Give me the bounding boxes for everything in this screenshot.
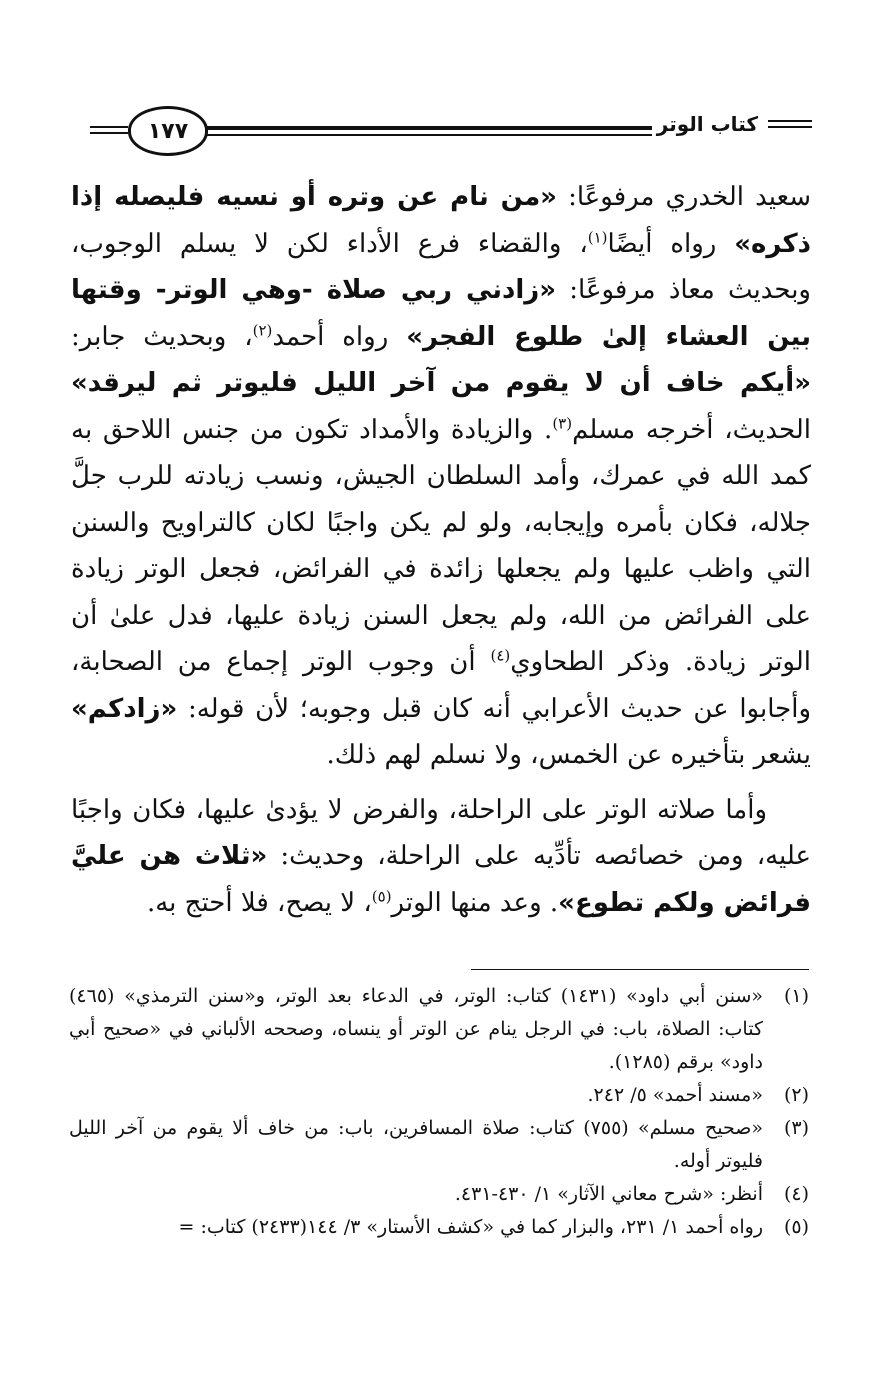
footnote-text: رواه أحمد ١/ ٢٣١، والبزار كما في «كشف الأستار» ٣/ ١٤٤(٢٤٣٣) كتاب: =: [178, 1216, 763, 1238]
text-run: . والزيادة والأمداد تكون من جنس اللاحق به كمد الله في عمرك، وأمد السلطان الجيش، ونسب زيادته للرب جلَّ جلاله، فكان بأمره وإيجابه، ولو لم يكن واجبًا لكان كالتراويح والسنن التي واظب عليها ولم يجعلها زائدة في الفرائض، فجعل الوتر زيادة على الفرائض من الله، ولم يجعل السنن زيادة عليها، فدل علىٰ أن الوتر زيادة. وذكر الطحاوي: [71, 414, 812, 677]
footnote-ref[interactable]: (٥): [371, 886, 392, 905]
footnote-text: «سنن أبي داود» (١٤٣١) كتاب: الوتر، في الدعاء بعد الوتر، و«سنن الترمذي» (٤٦٥) كتاب: الصلاة، باب: في الرجل ينام عن الوتر أو ينساه، وصححه الألباني في «صحيح أبي داود» برقم (١٢٨٥).: [69, 985, 763, 1073]
footnote-text: «مسند أحمد» ٥/ ٢٤٢.: [587, 1084, 763, 1106]
header-rule-ornament-left: [90, 126, 128, 134]
text-run: . وعد منها الوتر: [391, 887, 559, 918]
hadith-quote: «زادني ربي صلاة -وهي الوتر- وقتها بين العشاء إلىٰ طلوع الفجر»: [71, 275, 811, 352]
footnote-number: (٤): [783, 1183, 809, 1205]
footnote-5: [69, 1211, 809, 1244]
hadith-quote: «أيكم خاف أن لا يقوم من آخر الليل فليوتر ثم ليرقد»: [71, 368, 811, 398]
text-run: ، وبحديث جابر:: [71, 321, 253, 352]
page-number-badge: [128, 106, 208, 156]
footnote-number: (٢): [783, 1084, 809, 1106]
footnote-2: [69, 1079, 809, 1112]
footnote-number: (٣): [783, 1117, 809, 1139]
header-rule: [202, 126, 652, 130]
hadith-quote: «زادكم»: [71, 693, 178, 724]
hadith-quote: «ثلاث هن عليَّ فرائض ولكم تطوع»: [71, 841, 811, 918]
text-run: رواه أحمد: [272, 321, 407, 352]
text-run: رواه أيضًا: [607, 228, 735, 259]
footnote-4: [69, 1178, 809, 1211]
paragraph-1: [71, 174, 811, 779]
paragraph-2: [71, 787, 811, 927]
main-text: [71, 174, 811, 926]
hadith-quote: «من نام عن وتره أو نسيه فليصله إذا ذكره»: [71, 182, 811, 259]
footnote-number: (٥): [783, 1216, 809, 1238]
chapter-title: كتاب الوتر: [656, 112, 758, 136]
footnote-text: «صحيح مسلم» (٧٥٥) كتاب: صلاة المسافرين، باب: من خاف ألا يقوم من آخر الليل فليوتر أوله.: [69, 1117, 763, 1172]
footnote-ref[interactable]: (١): [587, 227, 608, 246]
footnote-ref[interactable]: (٤): [490, 646, 511, 665]
footnote-number: (١): [783, 985, 809, 1007]
text-run: سعيد الخدري مرفوعًا:: [556, 182, 811, 212]
text-run: أن وجوب الوتر إجماع من الصحابة، وأجابوا عن حديث الأعرابي أنه كان قبل وجوبه؛ لأن قوله:: [71, 647, 811, 724]
footnote-ref[interactable]: (٣): [552, 413, 573, 432]
header-rule-ornament-right: [768, 120, 812, 128]
running-header: [90, 102, 812, 158]
footnote-separator: [471, 969, 809, 970]
footnote-3: [69, 1112, 809, 1178]
text-run: الحديث، أخرجه مسلم: [572, 414, 811, 445]
text-run: وأما صلاته الوتر على الراحلة، والفرض لا يؤدىٰ عليها، فكان واجبًا عليه، ومن خصائصه تأدِّيه على الراحلة، وحديث:: [71, 794, 812, 871]
text-run: ، والقضاء فرع الأداء لكن لا يسلم الوجوب، وبحديث معاذ مرفوعًا:: [71, 228, 811, 305]
footnote-ref[interactable]: (٢): [252, 320, 273, 339]
footnote-text: أنظر: «شرح معاني الآثار» ١/ ٤٣٠-٤٣١.: [454, 1183, 763, 1205]
text-run: ، لا يصح، فلا أحتج به.: [146, 887, 372, 918]
text-run: يشعر بتأخيره عن الخمس، ولا نسلم لهم ذلك.: [326, 740, 811, 770]
header-rule-thin: [202, 134, 652, 136]
page-number: ١٧٧: [147, 118, 189, 144]
footnotes: [69, 980, 809, 1244]
footnote-1: [69, 980, 809, 1079]
